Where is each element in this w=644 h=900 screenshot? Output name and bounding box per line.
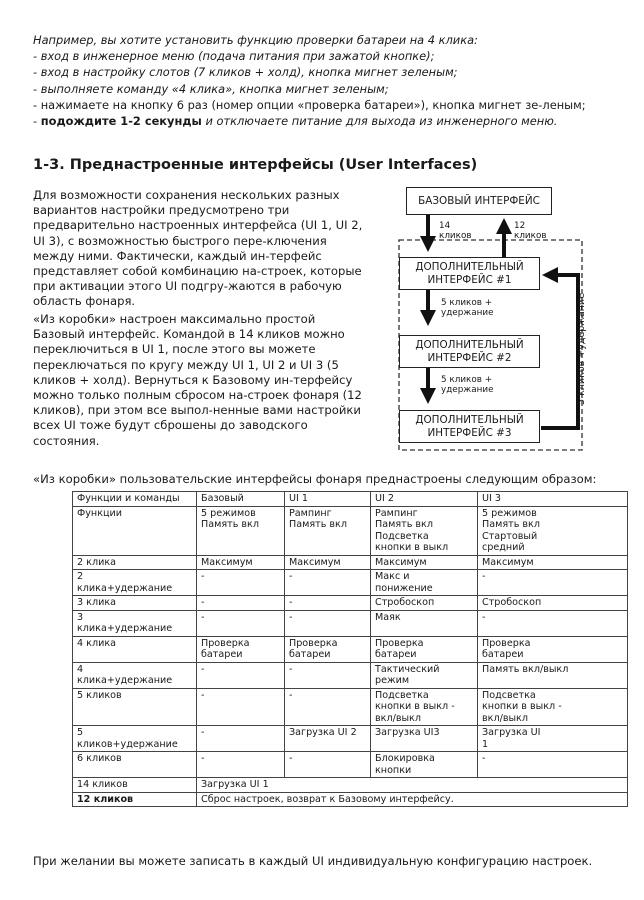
intro-line: - вход в инженерное меню (подача питания при зажатой кнопке); xyxy=(33,49,435,64)
base-interface-label: БАЗОВЫЙ ИНТЕРФЕЙС xyxy=(418,194,540,207)
table-cell: Загрузка UI 2 xyxy=(285,726,371,752)
table-cell: - xyxy=(285,752,371,778)
table-cell: Максимум xyxy=(197,555,285,570)
label-loop: 5 кликов +удержание xyxy=(576,293,587,405)
table-row-label: 4 клика+удержание xyxy=(73,662,197,688)
arrow-loop-ui3-ui1 xyxy=(541,275,578,428)
section-paragraph-1: Для возможности сохранения нескольких разных вариантов настройки предусмотрено три предварительно настроенных интерфейса (UI 1, UI 2, UI 3), с возможностью быстрого пере-ключения между ними. Фактически, каждый ин-терфейс представляет собой комбинацию на-строек, которые при активации этого UI подгру-жаются в рабочую область фонаря. xyxy=(33,188,363,309)
label-12-clicks: 12 кликов xyxy=(514,221,547,241)
table-row-label: 2 клика+удержание xyxy=(73,570,197,596)
table-row-label: 2 клика xyxy=(73,555,197,570)
table-cell: Загрузка UI3 xyxy=(371,726,478,752)
table-cell: - xyxy=(197,662,285,688)
table-row-label: 4 клика xyxy=(73,636,197,662)
table-row xyxy=(73,792,628,807)
table-row xyxy=(73,778,628,793)
table-cell: Маяк xyxy=(371,610,478,636)
label-step-1: 5 кликов + удержание xyxy=(441,298,494,318)
intro-dash: - xyxy=(33,114,38,129)
table-cell: Проверка батареи xyxy=(197,636,285,662)
table-cell: 5 режимов Память вкл xyxy=(197,506,285,555)
table-row-label: 6 кликов xyxy=(73,752,197,778)
table-row-label: 12 кликов xyxy=(73,792,197,807)
footer-text: При желании вы можете записать в каждый UI индивидуальную конфигурацию настроек. xyxy=(33,854,593,868)
table-cell: - xyxy=(197,610,285,636)
intro-line: - вход в настройку слотов (7 кликов + холд), кнопка мигнет зеленым; xyxy=(33,65,458,80)
table-row xyxy=(73,662,628,688)
table-cell: - xyxy=(197,752,285,778)
table-cell: Загрузка UI 1 xyxy=(478,726,628,752)
table-cell: Рампинг Память вкл Подсветка кнопки в выкл xyxy=(371,506,478,555)
table-row xyxy=(73,506,628,555)
table-cell: Проверка батареи xyxy=(371,636,478,662)
ui1-box xyxy=(399,257,540,290)
table-cell: Подсветка кнопки в выкл - вкл/выкл xyxy=(478,688,628,726)
table-body xyxy=(73,506,628,807)
table-cell: - xyxy=(285,570,371,596)
ui-config-table xyxy=(72,491,628,807)
table-header-row xyxy=(73,492,628,507)
base-interface-box xyxy=(406,187,552,215)
table-cell: - xyxy=(197,688,285,726)
table-cell: - xyxy=(285,662,371,688)
table-row xyxy=(73,752,628,778)
intro-line: - выполняете команду «4 клика», кнопка мигнет зеленым; xyxy=(33,81,389,96)
table-cell: Максимум xyxy=(478,555,628,570)
label-step-2: 5 кликов + удержание xyxy=(441,375,494,395)
ui2-label: ДОПОЛНИТЕЛЬНЫЙ ИНТЕРФЕЙС #2 xyxy=(415,338,524,364)
table-cell: Максимум xyxy=(371,555,478,570)
table-row xyxy=(73,555,628,570)
table-header-cell: UI 1 xyxy=(285,492,371,507)
ui3-box xyxy=(399,410,540,443)
table-row xyxy=(73,636,628,662)
table-row xyxy=(73,596,628,611)
table-row-label: 5 кликов+удержание xyxy=(73,726,197,752)
table-cell: - xyxy=(285,610,371,636)
table-row xyxy=(73,570,628,596)
table-row xyxy=(73,688,628,726)
table-row-label: 3 клика+удержание xyxy=(73,610,197,636)
table-cell: Подсветка кнопки в выкл - вкл/выкл xyxy=(371,688,478,726)
intro-line: - нажимаете на кнопку 6 раз (номер опции «проверка батареи»), кнопка мигнет зе-леным; xyxy=(33,97,586,112)
table-header-cell: Базовый xyxy=(197,492,285,507)
section-paragraph-2: «Из коробки» настроен максимально простой Базовый интерфейс. Командой в 14 кликов можно переключиться в UI 1, после этого вы можете переключаться по кругу между UI 1, UI 2 и UI 3 (5 кликов + холд). Вернуться к Базовому ин-терфейсу можно только полным сбросом на-строек фонаря (12 кликов), при этом все выпол-ненные вами настройки всех UI тоже будут сброшены до заводского состояния. xyxy=(33,312,362,448)
table-cell: Тактический режим xyxy=(371,662,478,688)
intro-bold-text: подождите 1-2 секунды xyxy=(40,114,202,129)
intro-line: Например, вы хотите установить функцию проверки батареи на 4 клика: xyxy=(33,33,478,47)
table-row-label: 5 кликов xyxy=(73,688,197,726)
table-row-label: 14 кликов xyxy=(73,778,197,793)
table-cell: Рампинг Память вкл xyxy=(285,506,371,555)
table-cell: Загрузка UI 1 xyxy=(197,778,628,793)
table-header-cell: Функции и команды xyxy=(73,492,197,507)
table-row-label: 3 клика xyxy=(73,596,197,611)
table-cell: Блокировка кнопки xyxy=(371,752,478,778)
table-cell: - xyxy=(285,596,371,611)
table-cell: 5 режимов Память вкл Стартовый средний xyxy=(478,506,628,555)
intro-example xyxy=(33,32,613,129)
table-header-cell: UI 2 xyxy=(371,492,478,507)
ui1-label: ДОПОЛНИТЕЛЬНЫЙ ИНТЕРФЕЙС #1 xyxy=(415,260,524,286)
ui3-label: ДОПОЛНИТЕЛЬНЫЙ ИНТЕРФЕЙС #3 xyxy=(415,413,524,439)
table-row xyxy=(73,726,628,752)
table-cell: Стробоскоп xyxy=(371,596,478,611)
ui2-box xyxy=(399,335,540,368)
label-14-clicks: 14 кликов xyxy=(439,221,472,241)
intro-line-last xyxy=(33,113,613,129)
table-cell: Сброс настроек, возврат к Базовому интерфейсу. xyxy=(197,792,628,807)
table-cell: Проверка батареи xyxy=(478,636,628,662)
section-title: 1-3. Преднастроенные интерфейсы (User Interfaces) xyxy=(33,157,478,173)
table-cell: - xyxy=(478,610,628,636)
table-cell: - xyxy=(197,726,285,752)
table-cell: - xyxy=(478,752,628,778)
intro-line-rest: и отключаете питание для выхода из инженерного меню. xyxy=(205,114,558,129)
table-cell: Проверка батареи xyxy=(285,636,371,662)
table-header-cell: UI 3 xyxy=(478,492,628,507)
table-cell: Макс и понижение xyxy=(371,570,478,596)
table-cell: - xyxy=(478,570,628,596)
table-row-label: Функции xyxy=(73,506,197,555)
table-cell: Максимум xyxy=(285,555,371,570)
table-intro: «Из коробки» пользовательские интерфейсы фонаря преднастроены следующим образом: xyxy=(33,472,597,486)
table-cell: - xyxy=(197,596,285,611)
table-cell: Память вкл/выкл xyxy=(478,662,628,688)
table-cell: - xyxy=(197,570,285,596)
table-cell: Стробоскоп xyxy=(478,596,628,611)
table-cell: - xyxy=(285,688,371,726)
table-row xyxy=(73,610,628,636)
